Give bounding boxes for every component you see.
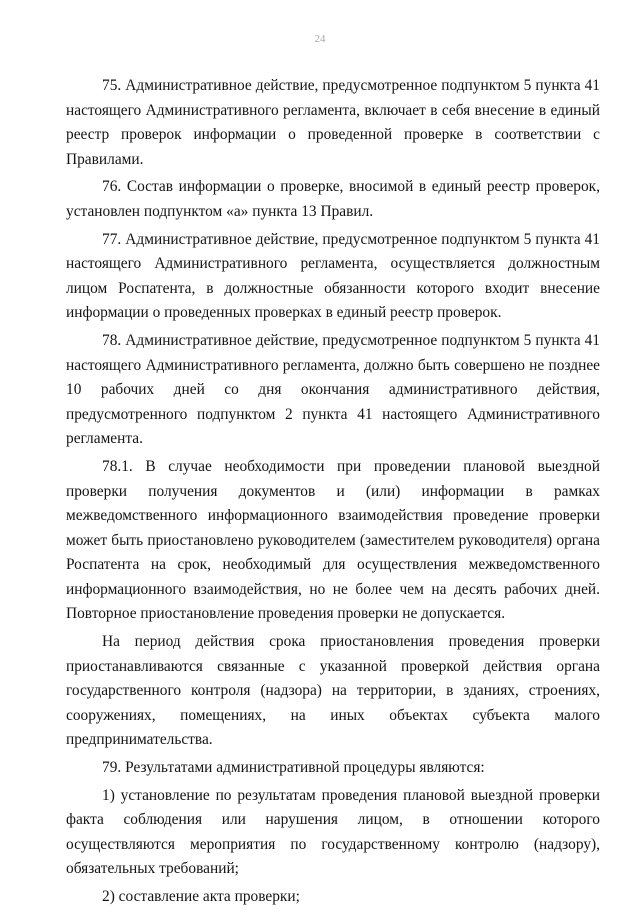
paragraph-78-1: 78.1. В случае необходимости при проведении плановой выездной проверки получения документов и (или) информации в рамках межведомственного информационного взаимодействия проведение проверки может быть приостановлено руководителем (заместителем руководителя) органа Роспатента на срок, необходимый для осуществления межведомственного информационного взаимодействия, но не более чем на десять рабочих дней. Повторное приостановление проведения проверки не допускается. [66,457,600,623]
paragraph-79: 79. Результатами административной процедуры являются: [102,759,485,777]
paragraph-suspension-period: На период действия срока приостановления проведения проверки приостанавливаются связанные с указанной проверкой действия органа государственного контроля (надзора) на территории, в зданиях, строениях, сооружениях, помещениях, на иных объектах субъекта малого предпринимательства. [66,633,600,749]
list-item-1: 1) установление по результатам проведения плановой выездной проверки факта соблюдения или нарушения лицом, в отношении которого осуществляются мероприятия по государственному контролю (надзору), обязательных требований; [66,786,600,878]
paragraph-75: 75. Административное действие, предусмотренное подпунктом 5 пункта 41 настоящего Административного регламента, включает в себя внесение в единый реестр проверок информации о проведенной проверке в соответствии с Правилами. [66,77,600,168]
document-body [66,74,600,913]
paragraph-76: 76. Состав информации о проверке, вносимой в единый реестр проверок, установлен подпунктом «а» пункта 13 Правил. [66,178,600,220]
page-number: 24 [314,33,326,45]
paragraph-77: 77. Административное действие, предусмотренное подпунктом 5 пункта 41 настоящего Административного регламента, осуществляется должностным лицом Роспатента, в должностные обязанности которого входит внесение информации о проведенных проверках в единый реестр проверок. [66,230,600,322]
list-item-2: 2) составление акта проверки; [102,888,300,905]
paragraph-78: 78. Административное действие, предусмотренное подпунктом 5 пункта 41 настоящего Административного регламента, должно быть совершено не позднее 10 рабочих дней со дня окончания административного действия, предусмотренного подпунктом 2 пункта 41 настоящего Административного регламента. [66,331,600,448]
